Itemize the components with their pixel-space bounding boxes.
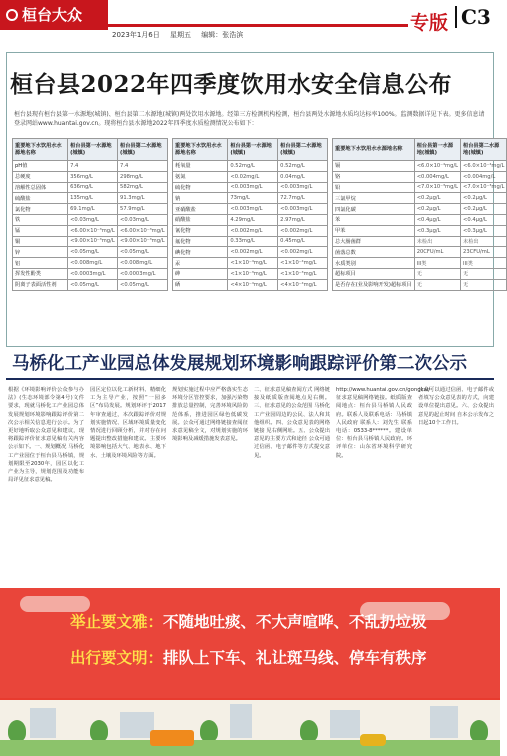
table-cell-parameter: 铅 [333, 182, 415, 193]
table-cell-value: <7.0×10⁻³mg/L [461, 182, 507, 193]
table-cell-value: 73mg/L [228, 193, 278, 204]
table-cell-value: <1×10⁻⁴mg/L [278, 258, 328, 269]
table-cell-parameter: 总硬度 [13, 171, 68, 182]
table-cell-parameter: 耗氧量 [173, 161, 228, 172]
table-cell-value: <0.2μg/L [414, 193, 460, 204]
table-cell-parameter: 亚硝酸盐 [173, 204, 228, 215]
table-cell-value: 无 [461, 279, 507, 290]
article-column: 根据《环境影响评价公众参与办法》(生态环境部令第4号)文件要求，现就马桥化工产业园总体发展规划环境影响跟踪评价第二次公示相关信息进行公示。为了更好地听取公众意见和建议，现将跟踪评价征求意见稿有关内容公示如下。一、规划概况 马桥化工产业园位于桓台县马桥镇，规划期限至2030年，园区以化工产业为主导，规划范围及功能布局详见征求意见稿。 [8, 387, 84, 484]
table-cell-parameter: 甲苯 [333, 225, 415, 236]
issue-date: 2023年1月6日 [112, 31, 160, 39]
table-cell-value: <0.2μg/L [461, 204, 507, 215]
table-cell-value: <0.3μg/L [461, 225, 507, 236]
section-label: 专版 [410, 12, 449, 34]
table-row [333, 193, 507, 204]
table-body [333, 161, 507, 291]
table-cell-value: <1×10⁻³mg/L [278, 268, 328, 279]
table-cell-value: <0.4μg/L [461, 214, 507, 225]
building-icon [30, 708, 56, 738]
table-cell-parameter: 水质类别 [333, 258, 415, 269]
table-cell-value: 2.97mg/L [278, 214, 328, 225]
table-cell-value: 582mg/L [118, 182, 168, 193]
ground [0, 740, 500, 756]
table-row [173, 258, 328, 269]
table-cell-value: 356mg/L [68, 171, 118, 182]
table-row [13, 258, 168, 269]
table-cell-value: <0.002mg/L [278, 225, 328, 236]
table-cell-value: <4×10⁻⁴mg/L [228, 279, 278, 290]
table-cell-value: <0.0003mg/L [68, 268, 118, 279]
table-cell-parameter: 锌 [13, 247, 68, 258]
table-cell-value: 69.1mg/L [68, 204, 118, 215]
issue-weekday: 星期五 [169, 31, 191, 39]
table-cell-value: <0.3μg/L [414, 225, 460, 236]
table-cell-value: 72.7mg/L [278, 193, 328, 204]
article-title: 桓台县2022年四季度饮用水安全信息公布 [10, 71, 453, 98]
table-row [333, 214, 507, 225]
table-row [13, 236, 168, 247]
table-row [173, 204, 328, 215]
table-cell-parameter: 菌落总数 [333, 247, 415, 258]
table-cell-value: <0.004mg/L [414, 171, 460, 182]
table-header-row: 重要地下水饮用水水源地名称 桓台县第一水源地(城镇) 桓台县第二水源地(城镇) [13, 139, 168, 161]
building-icon [120, 712, 154, 738]
table-row [173, 236, 328, 247]
table-cell-value: 未检出 [461, 236, 507, 247]
table-row [333, 258, 507, 269]
table-row [173, 268, 328, 279]
table-row [333, 182, 507, 193]
table-cell-value: 0.52mg/L [228, 161, 278, 172]
article-column: 公众可以通过信函、电子邮件或者填写公众意见表的方式，向建设单位提出意见。六、公众提出意见的起止时间 自本公示发布之日起10个工作日。 [418, 387, 494, 426]
table-cell-value: <0.02mg/L [228, 171, 278, 182]
table-cell-value: III类 [414, 258, 460, 269]
table-row [333, 225, 507, 236]
table-cell-parameter: 铬 [333, 171, 415, 182]
article-column: 规划实施过程中应严格落实生态环境分区管控要求，加强污染物排放总量控制，完善环境风险防范体系，推进园区绿色低碳发展。公众可通过网络链接查阅征求意见稿全文，对规划实施的环境影响及减缓措施发表意见。 [172, 387, 248, 443]
table-cell-parameter: 镉 [333, 161, 415, 172]
table-cell-parameter: 氯化物 [13, 204, 68, 215]
table-cell-value: 无 [414, 279, 460, 290]
newspaper-logo: 桓台大众 [0, 0, 108, 30]
table-body [13, 161, 168, 291]
table-cell-parameter: 锰 [13, 225, 68, 236]
table-cell-parameter: 挥发性酚类 [13, 268, 68, 279]
table-cell-parameter: 铜 [13, 236, 68, 247]
table-cell-value: 0.52mg/L [278, 161, 328, 172]
table-row [333, 247, 507, 258]
table-row [173, 214, 328, 225]
civility-banner [0, 588, 500, 756]
table-row [13, 268, 168, 279]
table-cell-value: 0.33mg/L [228, 236, 278, 247]
table-row [173, 225, 328, 236]
article-title-2: 马桥化工产业园总体发展规划环境影响跟踪评价第二次公示 [12, 354, 467, 374]
table-row [333, 161, 507, 172]
table-cell-parameter: 阴离子表面活性剂 [13, 279, 68, 290]
table-cell-value: <9.00×10⁻³mg/L [68, 236, 118, 247]
table-cell-value: 91.3mg/L [118, 193, 168, 204]
page-number: C3 [455, 6, 491, 28]
table-cell-value: 20CFU/mL [414, 247, 460, 258]
table-row [13, 182, 168, 193]
tree-icon [200, 720, 218, 742]
table-cell-parameter: 铁 [13, 214, 68, 225]
table-cell-value: <9.00×10⁻³mg/L [118, 236, 168, 247]
table-cell-parameter: 钠 [173, 193, 228, 204]
table-cell-value: <4×10⁻⁴mg/L [278, 279, 328, 290]
tree-icon [470, 720, 488, 742]
table-row [13, 225, 168, 236]
table-cell-value: 636mg/L [68, 182, 118, 193]
table-cell-value: <0.4μg/L [414, 214, 460, 225]
table-cell-value: <6.0×10⁻⁴mg/L [461, 161, 507, 172]
table-cell-value: <0.05mg/L [118, 247, 168, 258]
building-icon [330, 710, 360, 738]
bus-icon [150, 730, 194, 746]
issue-editor: 编辑：张浩滨 [201, 31, 244, 39]
table-cell-parameter: 硝酸盐 [173, 214, 228, 225]
table-row [333, 279, 507, 290]
banner-line-2: 出行要文明：排队上下车、礼让斑马线、停车有秩序 [70, 649, 427, 667]
water-quality-table-1 [12, 138, 168, 291]
table-cell-value: <0.002mg/L [228, 247, 278, 258]
table-cell-parameter: 是否存在(业及影响开发)超标项目 [333, 279, 415, 290]
table-cell-value: 57.9mg/L [118, 204, 168, 215]
table-cell-parameter: 苯 [333, 214, 415, 225]
tree-icon [8, 720, 26, 742]
tree-icon [90, 720, 108, 742]
masthead [0, 0, 500, 44]
table-cell-value: <0.2μg/L [461, 193, 507, 204]
logo-emblem-icon [6, 9, 18, 21]
table-cell-parameter: 硒 [173, 279, 228, 290]
article-body-columns [8, 386, 494, 584]
building-icon [230, 704, 252, 738]
city-illustration [0, 700, 500, 756]
table-cell-value: <0.2μg/L [414, 204, 460, 215]
table-row [333, 268, 507, 279]
car-icon [360, 734, 386, 746]
table-cell-value: <0.002mg/L [278, 247, 328, 258]
table-cell-value: <0.0003mg/L [118, 268, 168, 279]
table-row [13, 161, 168, 172]
table-cell-parameter: 汞 [173, 258, 228, 269]
article-column: 园区定位以化工新材料、精细化工为主导产业，按照“一园多区”布局发展。规划环评于2017年审查通过，本次跟踪评价对规划实施情况、区域环境质量变化情况进行回顾分析，并对存在问题提出整改措施和建议。主要环境影响包括大气、地表水、地下水、土壤及环境风险等方面。 [90, 387, 166, 459]
table-row [173, 171, 328, 182]
table-cell-value: 0.45mg/L [278, 236, 328, 247]
table-row [13, 247, 168, 258]
table-row [333, 204, 507, 215]
table-cell-parameter: 硫酸盐 [13, 193, 68, 204]
table-row [13, 193, 168, 204]
table-cell-parameter: 铝 [13, 258, 68, 269]
building-icon [430, 706, 458, 738]
table-cell-parameter: 溶解性总固体 [13, 182, 68, 193]
table-cell-value: <0.008mg/L [68, 258, 118, 269]
table-cell-value: <1×10⁻³mg/L [228, 268, 278, 279]
table-cell-parameter: 超标项目 [333, 268, 415, 279]
table-row [173, 247, 328, 258]
table-row [13, 214, 168, 225]
table-row [173, 279, 328, 290]
tree-icon [300, 720, 318, 742]
table-row [173, 182, 328, 193]
table-cell-value: 4.29mg/L [228, 214, 278, 225]
table-cell-parameter: 氨氮 [173, 171, 228, 182]
table-cell-value: 135mg/L [68, 193, 118, 204]
table-row [173, 161, 328, 172]
table-cell-value: 无 [461, 268, 507, 279]
table-cell-value: <7.0×10⁻³mg/L [414, 182, 460, 193]
table-cell-parameter: 总大肠菌群 [333, 236, 415, 247]
article-column: http://www.huantai.gov.cn/gongkai/ 征求意见稿网络链接。纸质版查阅地点：桓台县马桥镇人民政府。联系人及联系电话：马桥镇人民政府 联系人：刘先生 联系电话：0533-8******。建设单位：桓台县马桥镇人民政府。环评单位：山东省环境科学研究院。 [336, 387, 431, 459]
table-cell-value: III类 [461, 258, 507, 269]
banner-line-1: 举止要文雅：不随地吐痰、不大声喧哗、不乱扔垃圾 [70, 613, 427, 631]
table-cell-parameter: 碘化物 [173, 247, 228, 258]
table-cell-value: 7.4 [118, 161, 168, 172]
table-cell-parameter: pH值 [13, 161, 68, 172]
table-row [333, 236, 507, 247]
table-cell-value: <0.05mg/L [68, 279, 118, 290]
table-header-row: 重要地下水饮用水水源地名称 桓台县第一水源地(城镇) 桓台县第二水源地(城镇) [173, 139, 328, 161]
table-cell-value: <0.004mg/L [461, 171, 507, 182]
table-cell-value: 23CFU/mL [461, 247, 507, 258]
table-cell-value: 298mg/L [118, 171, 168, 182]
article-column: 二、征求意见稿查阅方式 网络链接及纸质版查阅地点见右侧。三、征求意见的公众范围 马桥化工产业园周边的公民、法人和其他组织。四、公众意见表的网络链接 见右侧网址。五、公众提出意见的主要方式和途径 公众可通过信函、电子邮件等方式提交意见。 [254, 387, 330, 459]
water-quality-table-2 [172, 138, 328, 291]
masthead-rule [108, 24, 408, 27]
table-cell-value: <6.00×10⁻³mg/L [118, 225, 168, 236]
table-body [173, 161, 328, 291]
water-quality-table-3 [332, 138, 507, 291]
table-cell-value: <0.003mg/L [228, 182, 278, 193]
table-cell-parameter: 硫化物 [173, 182, 228, 193]
table-cell-value: 未检出 [414, 236, 460, 247]
table-cell-value: 无 [414, 268, 460, 279]
table-cell-value: <0.003mg/L [278, 204, 328, 215]
table-header-row: 重要地下水饮用水水源地名称 桓台县第一水源地(城镇) 桓台县第二水源地(城镇) [333, 139, 507, 161]
table-cell-parameter: 四氯化碳 [333, 204, 415, 215]
table-row [13, 171, 168, 182]
table-cell-value: <0.05mg/L [68, 247, 118, 258]
table-cell-value: <1×10⁻⁴mg/L [228, 258, 278, 269]
table-cell-value: <6.0×10⁻⁴mg/L [414, 161, 460, 172]
table-cell-value: <0.05mg/L [118, 279, 168, 290]
table-row [173, 193, 328, 204]
article-rule [6, 378, 494, 380]
table-cell-value: <0.008mg/L [118, 258, 168, 269]
table-cell-value: 7.4 [68, 161, 118, 172]
table-cell-parameter: 氟化物 [173, 236, 228, 247]
table-cell-value: <6.00×10⁻³mg/L [68, 225, 118, 236]
table-row [13, 204, 168, 215]
table-cell-value: <0.03mg/L [118, 214, 168, 225]
table-cell-value: <0.002mg/L [228, 225, 278, 236]
table-row [333, 171, 507, 182]
table-cell-value: 0.04mg/L [278, 171, 328, 182]
issue-meta [112, 30, 251, 40]
table-cell-parameter: 砷 [173, 268, 228, 279]
table-cell-parameter: 三氯甲烷 [333, 193, 415, 204]
table-cell-value: <0.003mg/L [228, 204, 278, 215]
table-cell-value: <0.03mg/L [68, 214, 118, 225]
table-cell-value: <0.003mg/L [278, 182, 328, 193]
table-row [13, 279, 168, 290]
article-lead: 桓台县现有桓台县第一水源地(城镇)、桓台县第二水源地(城镇)两处饮用水源地。经第三方检测机构检测，桓台县两处水源地水质均达标率100%。监测数据详见下表。更多信息请登录网站www.huantai.gov.cn。现将桓台县水源地2022年四季度水质检测情况公布如下： [14, 111, 485, 127]
table-cell-parameter: 氰化物 [173, 225, 228, 236]
